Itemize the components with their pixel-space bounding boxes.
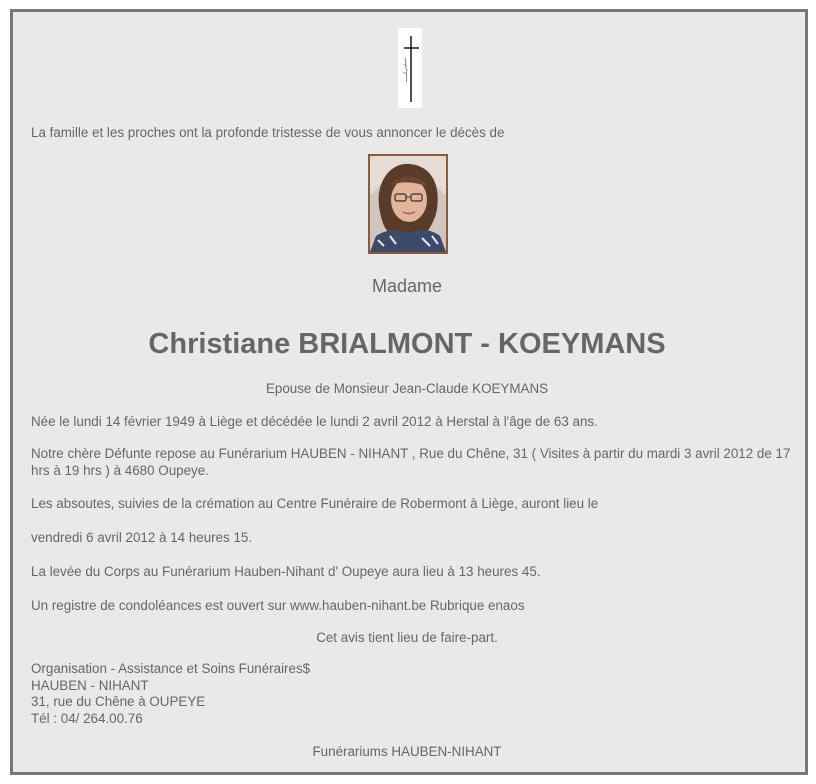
levee-text: La levée du Corps au Funérarium Hauben-Nihant d' Oupeye aura lieu à 13 heures 45. bbox=[31, 564, 541, 579]
deceased-name: Christiane BRIALMONT - KOEYMANS bbox=[148, 328, 666, 360]
birth-death-text: Née le lundi 14 février 1949 à Liège et décédée le lundi 2 avril 2012 à Herstal à l'âge de 63 ans. bbox=[31, 414, 598, 429]
obituary-content bbox=[27, 12, 791, 772]
organisation-line: Organisation - Assistance et Soins Funéraires$ bbox=[31, 661, 311, 676]
cross-icon bbox=[398, 28, 422, 108]
condolences-text: Un registre de condoléances est ouvert sur www.hauben-nihant.be Rubrique enaos bbox=[31, 598, 525, 613]
organisation-line: HAUBEN - NIHANT bbox=[31, 677, 149, 693]
obituary-frame bbox=[10, 9, 808, 775]
footer-text: Funérariums HAUBEN-NIHANT bbox=[312, 744, 502, 759]
faire-part-text: Cet avis tient lieu de faire-part. bbox=[316, 630, 498, 645]
spouse-text: Epouse de Monsieur Jean-Claude KOEYMANS bbox=[265, 381, 549, 396]
organisation-block bbox=[31, 661, 310, 727]
rest-place-text: Notre chère Défunte repose au Funérarium HAUBEN - NIHANT , Rue du Chêne, 31 ( Visites à partir du mardi 3 avril 2012 de 17 hrs à 19 hrs ) à 4680 Oupeye. bbox=[31, 446, 791, 478]
portrait-photo bbox=[368, 154, 448, 254]
organisation-line: 31, rue du Chêne à OUPEYE bbox=[31, 694, 206, 709]
title-prefix: Madame bbox=[371, 276, 443, 296]
organisation-phone: Tél : 04/ 264.00.76 bbox=[31, 710, 143, 726]
ceremony-date-text: vendredi 6 avril 2012 à 14 heures 15. bbox=[31, 530, 253, 545]
intro-text: La famille et les proches ont la profonde tristesse de vous annoncer le décès de bbox=[31, 125, 505, 140]
ceremony-intro-text: Les absoutes, suivies de la crémation au Centre Funéraire de Robermont à Liège, auront lieu le bbox=[31, 496, 599, 511]
